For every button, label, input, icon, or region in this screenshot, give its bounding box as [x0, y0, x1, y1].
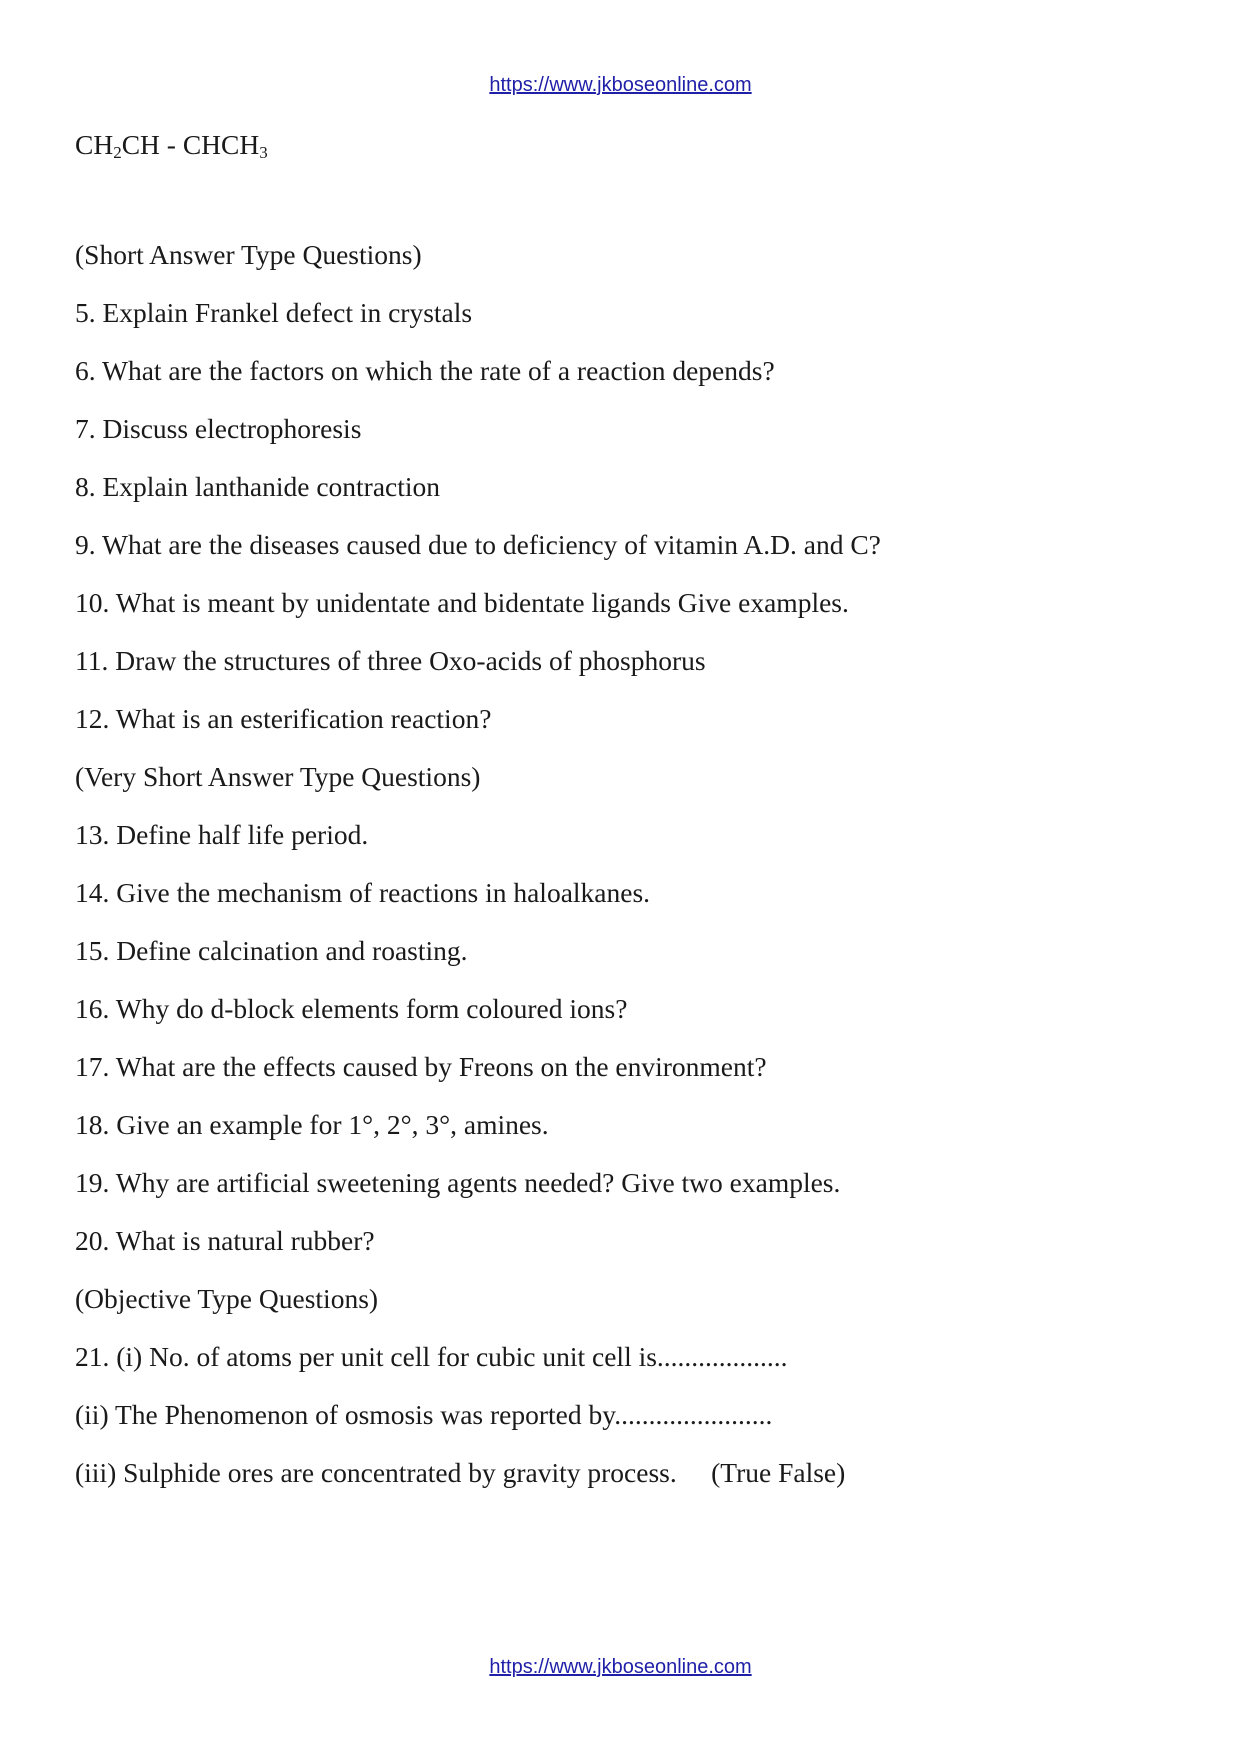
question-item: 7. Discuss electrophoresis: [75, 413, 362, 444]
header-link[interactable]: https://www.jkboseonline.com: [489, 74, 752, 96]
section-heading-very-short-answer: (Very Short Answer Type Questions): [75, 761, 481, 792]
question-item: 15. Define calcination and roasting.: [75, 935, 468, 966]
formula-subscript: 3: [259, 143, 268, 162]
footer-link[interactable]: https://www.jkboseonline.com: [489, 1656, 752, 1678]
chemical-formula: [75, 128, 268, 162]
objective-item: 21. (i) No. of atoms per unit cell for cubic unit cell is...................: [75, 1341, 788, 1372]
question-item: 10. What is meant by unidentate and bidentate ligands Give examples.: [75, 587, 849, 618]
question-item: 9. What are the diseases caused due to deficiency of vitamin A.D. and C?: [75, 529, 881, 560]
formula-part: CH - CHCH: [121, 129, 260, 160]
question-item: 20. What is natural rubber?: [75, 1225, 375, 1256]
formula-part: CH: [75, 129, 114, 160]
objective-item: (iii) Sulphide ores are concentrated by gravity process. (True False): [75, 1457, 846, 1488]
question-item: 5. Explain Frankel defect in crystals: [75, 297, 473, 328]
formula-subscript: 2: [113, 143, 122, 162]
question-item: 6. What are the factors on which the rate of a reaction depends?: [75, 355, 775, 386]
question-item: 13. Define half life period.: [75, 819, 369, 850]
question-item: 17. What are the effects caused by Freons on the environment?: [75, 1051, 767, 1082]
section-heading-objective: (Objective Type Questions): [75, 1283, 379, 1314]
question-item: 8. Explain lanthanide contraction: [75, 471, 441, 502]
section-heading-short-answer: (Short Answer Type Questions): [75, 239, 422, 270]
question-item: 18. Give an example for 1°, 2°, 3°, amines.: [75, 1109, 549, 1140]
question-item: 14. Give the mechanism of reactions in haloalkanes.: [75, 877, 651, 908]
question-item: 12. What is an esterification reaction?: [75, 703, 492, 734]
objective-item: (ii) The Phenomenon of osmosis was reported by.......................: [75, 1399, 773, 1430]
question-item: 16. Why do d-block elements form coloured ions?: [75, 993, 628, 1024]
question-item: 19. Why are artificial sweetening agents needed? Give two examples.: [75, 1167, 841, 1198]
question-item: 11. Draw the structures of three Oxo-acids of phosphorus: [75, 645, 706, 676]
